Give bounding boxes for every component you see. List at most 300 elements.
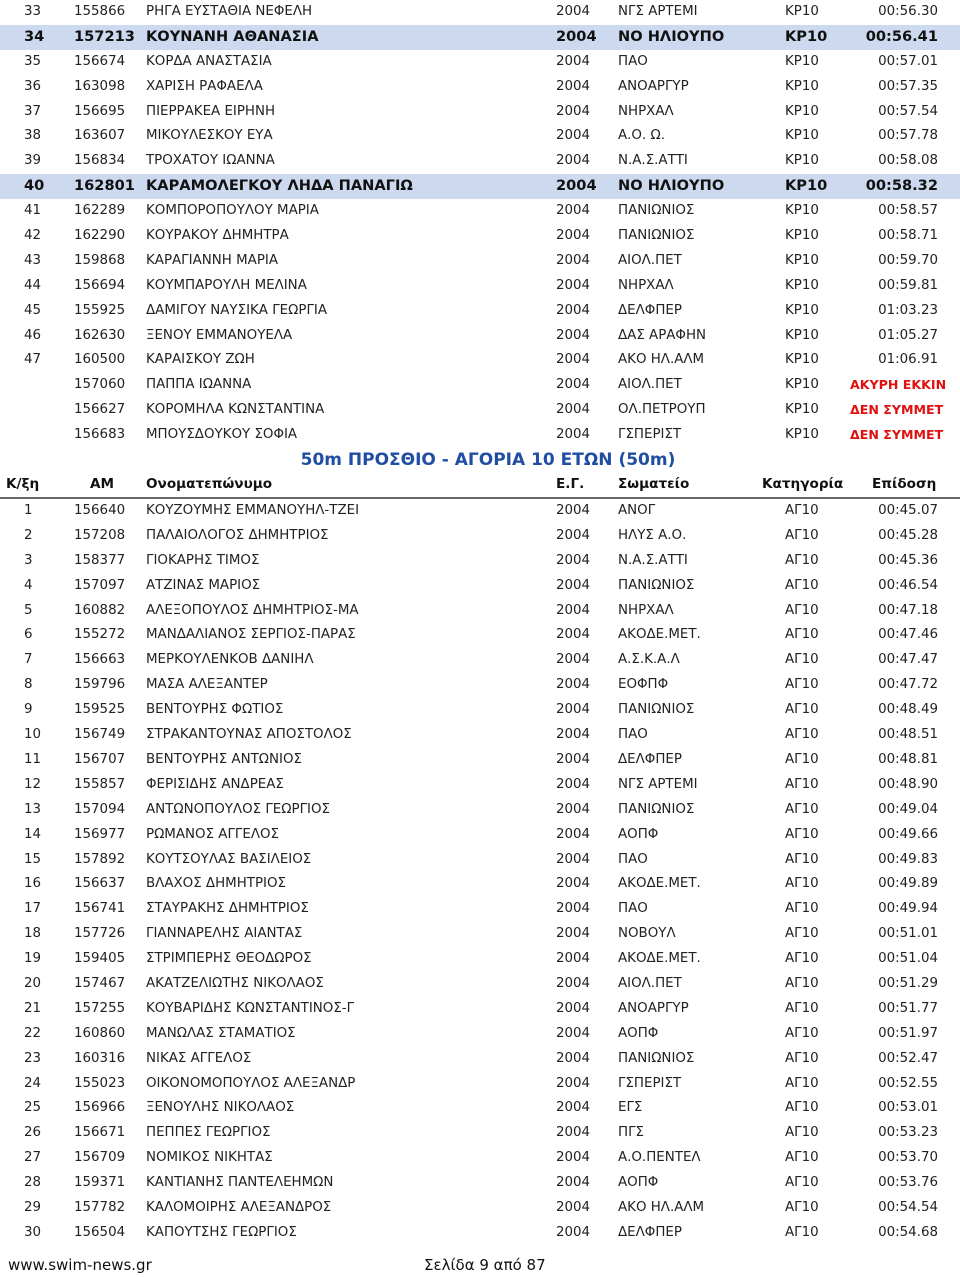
cell-name: ΑΛΕΞΟΠΟΥΛΟΣ ΔΗΜΗΤΡΙΟΣ-ΜΑ	[146, 602, 359, 618]
cell-time: 00:58.32	[865, 177, 938, 195]
cell-rank: 40	[24, 177, 45, 195]
cell-club: Α.Σ.Κ.Α.Λ	[618, 652, 680, 668]
cell-category: ΚΡ10	[785, 128, 819, 144]
cell-am: 156640	[74, 503, 126, 519]
cell-name: ΚΟΥΜΠΑΡΟΥΛΗ ΜΕΛΙΝΑ	[146, 277, 307, 293]
cell-name: ΞΕΝΟΥ ΕΜΜΑΝΟΥΕΛΑ	[146, 327, 293, 343]
cell-club: ΠΑΟ	[618, 53, 648, 69]
cell-club: ΑΝΟΑΡΓΥΡ	[618, 78, 689, 94]
cell-name: ΒΕΝΤΟΥΡΗΣ ΦΩΤΙΟΣ	[146, 702, 284, 718]
cell-time: 00:59.81	[878, 277, 938, 293]
cell-am: 156683	[74, 427, 126, 443]
cell-am: 160500	[74, 352, 126, 368]
cell-time: 00:49.66	[878, 826, 938, 842]
cell-club: ΠΑΝΙΩΝΙΟΣ	[618, 577, 695, 593]
event-title-text: 50m ΠΡΟΣΘΙΟ - ΑΓΟΡΙΑ 10 ΕΤΩΝ (50m)	[300, 450, 676, 471]
cell-birth-year: 2004	[556, 901, 591, 917]
cell-am: 156671	[74, 1125, 126, 1141]
cell-am: 155857	[74, 776, 126, 792]
cell-rank: 13	[24, 801, 42, 817]
cell-name: ΠΑΠΠΑ ΙΩΑΝΝΑ	[146, 377, 252, 393]
cell-time: 00:51.97	[878, 1025, 938, 1041]
cell-birth-year: 2004	[556, 228, 591, 244]
cell-category: ΚΡ10	[785, 377, 819, 393]
cell-club: ΑΙΟΛ.ΠΕΤ	[618, 377, 682, 393]
cell-time: 00:54.54	[878, 1199, 938, 1215]
cell-category: ΚΡ10	[785, 78, 819, 94]
cell-name: ΚΑΡΑΜΟΛΕΓΚΟΥ ΛΗΔΑ ΠΑΝΑΓΙΩ	[146, 177, 413, 195]
cell-rank: 6	[24, 627, 33, 643]
cell-time: 01:06.91	[878, 352, 938, 368]
cell-category: ΚΡ10	[785, 228, 819, 244]
cell-birth-year: 2004	[556, 727, 591, 743]
cell-time: 01:03.23	[878, 302, 938, 318]
cell-club: ΠΑΟ	[618, 901, 648, 917]
cell-am: 157726	[74, 926, 126, 942]
cell-club: ΕΟΦΠΦ	[618, 677, 669, 693]
cell-birth-year: 2004	[556, 801, 591, 817]
cell-birth-year: 2004	[556, 1075, 591, 1091]
cell-category: ΑΓ10	[785, 951, 819, 967]
cell-rank: 1	[24, 503, 33, 519]
cell-rank: 38	[24, 128, 42, 144]
cell-birth-year: 2004	[556, 602, 591, 618]
cell-name: ΜΑΝΩΛΑΣ ΣΤΑΜΑΤΙΟΣ	[146, 1025, 296, 1041]
cell-category: ΑΓ10	[785, 727, 819, 743]
cell-category: ΑΓ10	[785, 826, 819, 842]
cell-category: ΚΡ10	[785, 177, 828, 195]
cell-rank: 20	[24, 975, 42, 991]
cell-rank: 41	[24, 203, 42, 219]
cell-time: 00:46.54	[878, 577, 938, 593]
cell-time: 00:47.46	[878, 627, 938, 643]
cell-club: ΝΗΡΧΑΛ	[618, 602, 674, 618]
cell-club: ΠΑΟ	[618, 851, 648, 867]
cell-am: 157208	[74, 527, 126, 543]
cell-rank: 3	[24, 552, 33, 568]
table-row	[0, 698, 960, 723]
cell-birth-year: 2004	[556, 1199, 591, 1215]
cell-time: 00:54.68	[878, 1224, 938, 1240]
cell-name: ΠΕΠΠΕΣ ΓΕΩΡΓΙΟΣ	[146, 1125, 271, 1141]
cell-name: ΑΚΑΤΖΕΛΙΩΤΗΣ ΝΙΚΟΛΑΟΣ	[146, 975, 324, 991]
cell-birth-year: 2004	[556, 702, 591, 718]
cell-name: ΝΙΚΑΣ ΑΓΓΕΛΟΣ	[146, 1050, 252, 1066]
table-row	[0, 100, 960, 125]
table-row	[0, 1171, 960, 1196]
cell-name: ΜΙΚΟΥΛΕΣΚΟΥ ΕΥΑ	[146, 128, 273, 144]
cell-am: 157892	[74, 851, 126, 867]
cell-category: ΚΡ10	[785, 427, 819, 443]
cell-club: ΑΚΟΔΕ.ΜΕΤ.	[618, 951, 701, 967]
table-row	[0, 274, 960, 299]
cell-birth-year: 2004	[556, 302, 591, 318]
cell-club: ΝΗΡΧΑΛ	[618, 103, 674, 119]
cell-club: ΔΕΛΦΠΕΡ	[618, 1224, 682, 1240]
cell-birth-year: 2004	[556, 153, 591, 169]
cell-birth-year: 2004	[556, 4, 591, 19]
cell-name: ΞΕΝΟΥΛΗΣ ΝΙΚΟΛΑΟΣ	[146, 1100, 295, 1116]
cell-rank: 17	[24, 901, 42, 917]
header-time: Επίδοση	[872, 476, 937, 493]
cell-name: ΡΗΓΑ ΕΥΣΤΑΘΙΑ ΝΕΦΕΛΗ	[146, 4, 313, 19]
cell-category: ΑΓ10	[785, 702, 819, 718]
cell-category: ΑΓ10	[785, 602, 819, 618]
cell-rank: 34	[24, 27, 45, 45]
cell-rank: 4	[24, 577, 33, 593]
table-row	[0, 1047, 960, 1072]
cell-club: ΝΟΒΟΥΛ	[618, 926, 676, 942]
cell-category: ΑΓ10	[785, 677, 819, 693]
cell-name: ΚΟΥΝΑΝΗ ΑΘΑΝΑΣΙΑ	[146, 27, 319, 45]
cell-birth-year: 2004	[556, 78, 591, 94]
cell-birth-year: 2004	[556, 377, 591, 393]
cell-am: 157094	[74, 801, 126, 817]
cell-category: ΚΡ10	[785, 302, 819, 318]
table-row	[0, 199, 960, 224]
cell-time: ΔΕΝ ΣΥΜΜΕΤ	[850, 402, 944, 418]
cell-birth-year: 2004	[556, 677, 591, 693]
table-row	[0, 174, 960, 199]
cell-category: ΚΡ10	[785, 27, 828, 45]
cell-time: 00:45.28	[878, 527, 938, 543]
cell-rank: 26	[24, 1125, 42, 1141]
cell-category: ΚΡ10	[785, 352, 819, 368]
cell-club: ΠΓΣ	[618, 1125, 644, 1141]
cell-category: ΑΓ10	[785, 876, 819, 892]
cell-rank: 16	[24, 876, 42, 892]
cell-time: 00:57.01	[878, 53, 938, 69]
cell-birth-year: 2004	[556, 1000, 591, 1016]
cell-club: ΑΚΟΔΕ.ΜΕΤ.	[618, 876, 701, 892]
cell-birth-year: 2004	[556, 277, 591, 293]
cell-category: ΚΡ10	[785, 103, 819, 119]
cell-am: 159868	[74, 252, 126, 268]
table-header	[0, 472, 960, 499]
cell-club: Α.Ο. Ω.	[618, 128, 665, 144]
cell-am: 156707	[74, 751, 126, 767]
cell-rank: 24	[24, 1075, 42, 1091]
cell-am: 163607	[74, 128, 126, 144]
table-row	[0, 848, 960, 873]
cell-time: 00:53.76	[878, 1175, 938, 1191]
cell-time: 00:52.47	[878, 1050, 938, 1066]
cell-category: ΑΓ10	[785, 552, 819, 568]
cell-birth-year: 2004	[556, 1050, 591, 1066]
cell-am: 157213	[74, 27, 135, 45]
cell-birth-year: 2004	[556, 1175, 591, 1191]
cell-birth-year: 2004	[556, 427, 591, 443]
header-birth-year: Ε.Γ.	[556, 476, 585, 493]
cell-name: ΜΑΝΔΑΛΙΑΝΟΣ ΣΕΡΓΙΟΣ-ΠΑΡΑΣ	[146, 627, 356, 643]
cell-category: ΑΓ10	[785, 577, 819, 593]
cell-am: 160316	[74, 1050, 126, 1066]
cell-am: 157097	[74, 577, 126, 593]
cell-birth-year: 2004	[556, 203, 591, 219]
cell-name: ΚΑΛΟΜΟΙΡΗΣ ΑΛΕΞΑΝΔΡΟΣ	[146, 1199, 332, 1215]
table-row	[0, 1096, 960, 1121]
cell-am: 157060	[74, 377, 126, 393]
header-category: Κατηγορία	[762, 476, 844, 493]
cell-category: ΑΓ10	[785, 1025, 819, 1041]
cell-birth-year: 2004	[556, 402, 591, 418]
cell-club: ΕΓΣ	[618, 1100, 643, 1116]
cell-rank: 46	[24, 327, 42, 343]
table-row	[0, 872, 960, 897]
results-table-boys	[0, 499, 960, 1246]
cell-category: ΚΡ10	[785, 153, 819, 169]
cell-birth-year: 2004	[556, 103, 591, 119]
cell-rank: 11	[24, 751, 42, 767]
cell-rank: 47	[24, 352, 42, 368]
cell-time: 00:57.78	[878, 128, 938, 144]
table-row	[0, 549, 960, 574]
table-row	[0, 25, 960, 50]
cell-birth-year: 2004	[556, 577, 591, 593]
table-row	[0, 0, 960, 25]
cell-am: 160860	[74, 1025, 126, 1041]
cell-birth-year: 2004	[556, 552, 591, 568]
cell-club: ΑΙΟΛ.ΠΕΤ	[618, 975, 682, 991]
cell-name: ΑΝΤΩΝΟΠΟΥΛΟΣ ΓΕΩΡΓΙΟΣ	[146, 801, 330, 817]
footer-site[interactable]: www.swim-news.gr	[8, 1256, 152, 1274]
cell-rank: 19	[24, 951, 42, 967]
cell-birth-year: 2004	[556, 252, 591, 268]
cell-am: 155023	[74, 1075, 126, 1091]
cell-category: ΑΓ10	[785, 851, 819, 867]
cell-rank: 8	[24, 677, 33, 693]
cell-club: Ν.Α.Σ.ΑΤΤΙ	[618, 552, 688, 568]
cell-category: ΚΡ10	[785, 277, 819, 293]
cell-time: 00:48.90	[878, 776, 938, 792]
cell-club: ΟΛ.ΠΕΤΡΟΥΠ	[618, 402, 706, 418]
cell-name: ΚΑΝΤΙΑΝΗΣ ΠΑΝΤΕΛΕΗΜΩΝ	[146, 1175, 334, 1191]
cell-rank: 12	[24, 776, 42, 792]
cell-time: 00:47.72	[878, 677, 938, 693]
cell-name: ΓΙΟΚΑΡΗΣ ΤΙΜΟΣ	[146, 552, 260, 568]
cell-name: ΜΑΣΑ ΑΛΕΞΑΝΤΕΡ	[146, 677, 268, 693]
table-row	[0, 972, 960, 997]
cell-name: ΟΙΚΟΝΟΜΟΠΟΥΛΟΣ ΑΛΕΞΑΝΔΡ	[146, 1075, 356, 1091]
cell-time: 00:45.36	[878, 552, 938, 568]
cell-time: 00:51.04	[878, 951, 938, 967]
table-row	[0, 524, 960, 549]
table-row	[0, 75, 960, 100]
cell-name: ΜΕΡΚΟΥΛΕΝΚΟΒ ΔΑΝΙΗΛ	[146, 652, 314, 668]
cell-birth-year: 2004	[556, 177, 597, 195]
table-row	[0, 1022, 960, 1047]
cell-name: ΠΑΛΑΙΟΛΟΓΟΣ ΔΗΜΗΤΡΙΟΣ	[146, 527, 329, 543]
cell-am: 159525	[74, 702, 126, 718]
table-row	[0, 673, 960, 698]
cell-club: ΠΑΟ	[618, 727, 648, 743]
cell-time: 00:51.01	[878, 926, 938, 942]
cell-time: 00:49.04	[878, 801, 938, 817]
cell-time: 00:51.29	[878, 975, 938, 991]
cell-category: ΑΓ10	[785, 1150, 819, 1166]
cell-am: 159796	[74, 677, 126, 693]
cell-club: ΠΑΝΙΩΝΙΟΣ	[618, 801, 695, 817]
cell-category: ΑΓ10	[785, 1000, 819, 1016]
cell-rank: 18	[24, 926, 42, 942]
cell-category: ΚΡ10	[785, 327, 819, 343]
table-row	[0, 149, 960, 174]
table-row	[0, 124, 960, 149]
cell-rank: 7	[24, 652, 33, 668]
cell-category: ΑΓ10	[785, 1175, 819, 1191]
cell-am: 156504	[74, 1224, 126, 1240]
cell-time: 00:53.01	[878, 1100, 938, 1116]
cell-am: 155866	[74, 4, 126, 19]
table-row	[0, 623, 960, 648]
cell-birth-year: 2004	[556, 851, 591, 867]
cell-am: 156966	[74, 1100, 126, 1116]
cell-category: ΑΓ10	[785, 926, 819, 942]
cell-club: ΑΟΠΦ	[618, 1175, 659, 1191]
cell-category: ΑΓ10	[785, 751, 819, 767]
cell-am: 155272	[74, 627, 126, 643]
cell-category: ΑΓ10	[785, 503, 819, 519]
cell-category: ΑΓ10	[785, 801, 819, 817]
cell-birth-year: 2004	[556, 352, 591, 368]
cell-category: ΑΓ10	[785, 627, 819, 643]
cell-category: ΚΡ10	[785, 402, 819, 418]
cell-category: ΑΓ10	[785, 776, 819, 792]
cell-club: ΑΚΟ ΗΛ.ΑΛΜ	[618, 352, 705, 368]
cell-name: ΚΑΠΟΥΤΣΗΣ ΓΕΩΡΓΙΟΣ	[146, 1224, 297, 1240]
cell-time: 00:53.70	[878, 1150, 938, 1166]
header-am: ΑΜ	[90, 476, 115, 493]
cell-name: ΔΑΜΙΓΟΥ ΝΑΥΣΙΚΑ ΓΕΩΡΓΙΑ	[146, 302, 328, 318]
cell-birth-year: 2004	[556, 53, 591, 69]
cell-time: 00:48.49	[878, 702, 938, 718]
cell-time: 00:48.51	[878, 727, 938, 743]
cell-rank: 30	[24, 1224, 42, 1240]
table-row	[0, 922, 960, 947]
table-row	[0, 599, 960, 624]
cell-name: ΦΕΡΙΣΙΔΗΣ ΑΝΔΡΕΑΣ	[146, 776, 284, 792]
cell-am: 159371	[74, 1175, 126, 1191]
cell-am: 159405	[74, 951, 126, 967]
cell-name: ΚΟΥΒΑΡΙΔΗΣ ΚΩΝΣΤΑΝΤΙΝΟΣ-Γ	[146, 1000, 355, 1016]
table-row	[0, 574, 960, 599]
cell-category: ΑΓ10	[785, 1050, 819, 1066]
cell-am: 158377	[74, 552, 126, 568]
cell-club: ΑΙΟΛ.ΠΕΤ	[618, 252, 682, 268]
table-row	[0, 1072, 960, 1097]
cell-rank: 43	[24, 252, 42, 268]
cell-club: ΗΛΥΣ Α.Ο.	[618, 527, 687, 543]
cell-birth-year: 2004	[556, 627, 591, 643]
cell-category: ΚΡ10	[785, 53, 819, 69]
cell-name: ΣΤΑΥΡΑΚΗΣ ΔΗΜΗΤΡΙΟΣ	[146, 901, 309, 917]
cell-birth-year: 2004	[556, 1100, 591, 1116]
cell-time: 00:56.30	[878, 4, 938, 19]
cell-time: ΔΕΝ ΣΥΜΜΕΤ	[850, 427, 944, 443]
cell-name: ΚΟΜΠΟΡΟΠΟΥΛΟΥ ΜΑΡΙΑ	[146, 203, 319, 219]
cell-name: ΑΤΖΙΝΑΣ ΜΑΡΙΟΣ	[146, 577, 261, 593]
cell-time: 01:05.27	[878, 327, 938, 343]
cell-birth-year: 2004	[556, 128, 591, 144]
cell-birth-year: 2004	[556, 652, 591, 668]
cell-name: ΒΛΑΧΟΣ ΔΗΜΗΤΡΙΟΣ	[146, 876, 286, 892]
cell-am: 156709	[74, 1150, 126, 1166]
cell-category: ΚΡ10	[785, 252, 819, 268]
cell-rank: 10	[24, 727, 42, 743]
cell-time: 00:56.41	[865, 27, 938, 45]
cell-category: ΑΓ10	[785, 1224, 819, 1240]
cell-category: ΑΓ10	[785, 527, 819, 543]
cell-am: 162289	[74, 203, 126, 219]
cell-name: ΚΑΡΑΙΣΚΟΥ ΖΩΗ	[146, 352, 255, 368]
cell-club: ΑΟΠΦ	[618, 1025, 659, 1041]
cell-club: ΠΑΝΙΩΝΙΟΣ	[618, 203, 695, 219]
cell-club: ΑΚΟΔΕ.ΜΕΤ.	[618, 627, 701, 643]
cell-category: ΚΡ10	[785, 203, 819, 219]
cell-time: 00:47.47	[878, 652, 938, 668]
cell-name: ΚΟΡΔΑ ΑΝΑΣΤΑΣΙΑ	[146, 53, 272, 69]
cell-am: 157782	[74, 1199, 126, 1215]
cell-time: ΑΚΥΡΗ ΕΚΚΙΝ	[850, 377, 947, 393]
cell-birth-year: 2004	[556, 1025, 591, 1041]
table-row	[0, 997, 960, 1022]
cell-am: 156741	[74, 901, 126, 917]
table-row	[0, 947, 960, 972]
cell-name: ΤΡΟΧΑΤΟΥ ΙΩΑΝΝΑ	[146, 153, 275, 169]
table-row	[0, 648, 960, 673]
cell-rank: 21	[24, 1000, 42, 1016]
cell-club: ΑΟΠΦ	[618, 826, 659, 842]
cell-rank: 33	[24, 4, 42, 19]
table-row	[0, 1121, 960, 1146]
cell-name: ΚΟΥΤΣΟΥΛΑΣ ΒΑΣΙΛΕΙΟΣ	[146, 851, 312, 867]
cell-name: ΠΙΕΡΡΑΚΕΑ ΕΙΡΗΝΗ	[146, 103, 276, 119]
cell-rank: 14	[24, 826, 42, 842]
cell-birth-year: 2004	[556, 926, 591, 942]
cell-rank: 15	[24, 851, 42, 867]
cell-rank: 45	[24, 302, 42, 318]
cell-name: ΣΤΡΑΚΑΝΤΟΥΝΑΣ ΑΠΟΣΤΟΛΟΣ	[146, 727, 352, 743]
cell-time: 00:53.23	[878, 1125, 938, 1141]
cell-birth-year: 2004	[556, 27, 597, 45]
cell-time: 00:57.35	[878, 78, 938, 94]
table-row	[0, 299, 960, 324]
table-row	[0, 224, 960, 249]
cell-rank: 2	[24, 527, 33, 543]
cell-time: 00:58.08	[878, 153, 938, 169]
table-row	[0, 373, 960, 398]
cell-time: 00:52.55	[878, 1075, 938, 1091]
cell-am: 157467	[74, 975, 126, 991]
table-row	[0, 748, 960, 773]
cell-rank: 35	[24, 53, 42, 69]
cell-club: ΝΟ ΗΛΙΟΥΠΟ	[618, 177, 725, 195]
cell-club: ΔΕΛΦΠΕΡ	[618, 751, 682, 767]
cell-birth-year: 2004	[556, 975, 591, 991]
table-row	[0, 1196, 960, 1221]
cell-club: ΑΝΟΑΡΓΥΡ	[618, 1000, 689, 1016]
cell-time: 00:57.54	[878, 103, 938, 119]
cell-am: 155925	[74, 302, 126, 318]
cell-club: ΔΕΛΦΠΕΡ	[618, 302, 682, 318]
cell-birth-year: 2004	[556, 527, 591, 543]
cell-am: 162630	[74, 327, 126, 343]
cell-am: 156674	[74, 53, 126, 69]
table-row	[0, 249, 960, 274]
cell-rank: 5	[24, 602, 33, 618]
cell-name: ΚΑΡΑΓΙΑΝΝΗ ΜΑΡΙΑ	[146, 252, 279, 268]
cell-am: 160882	[74, 602, 126, 618]
